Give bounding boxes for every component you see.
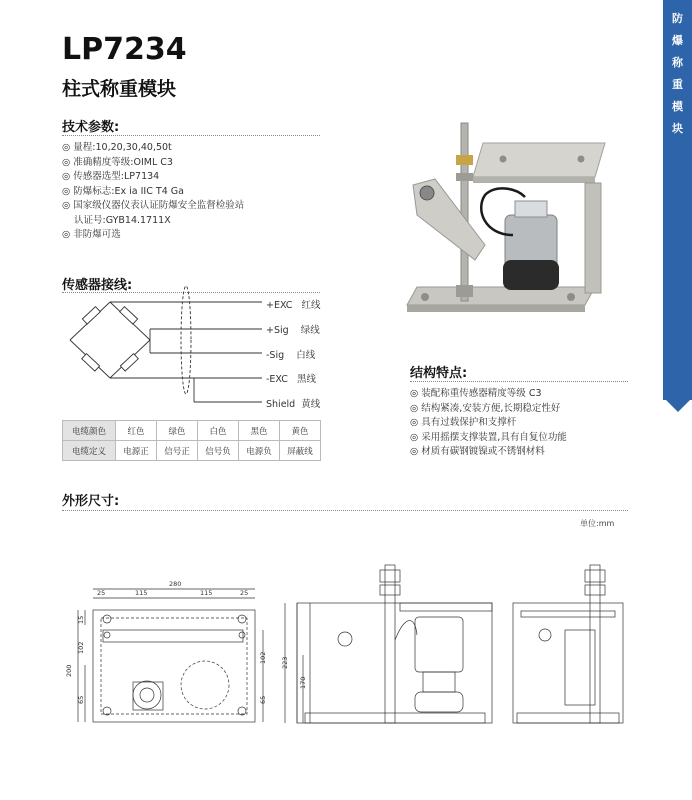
dim-label: 115 (135, 589, 148, 597)
wiring-heading: 传感器接线: (62, 278, 133, 293)
dim-label: 102 (77, 641, 85, 654)
support-rod (461, 123, 468, 301)
dim-label: 65 (77, 695, 85, 704)
unit-label: 单位:mm (580, 519, 615, 528)
dimension-drawings (55, 535, 640, 735)
tech-item: ◎ 国家级仪器仪表认证防爆安全监督检验站 (62, 200, 245, 211)
side-tab-char: 块 (672, 122, 683, 135)
dim-label: 25 (97, 589, 106, 597)
dim-label: 280 (169, 580, 182, 588)
wire-label-exc-neg (266, 371, 316, 385)
table-cell: 白色 (198, 421, 239, 441)
wire-signal: -Sig (266, 350, 285, 361)
dim-label: 25 (240, 589, 249, 597)
dim-label: 65 (259, 695, 267, 704)
wiring-diagram (62, 285, 272, 415)
tech-item: ◎ 传感器选型:LP7134 (62, 171, 160, 182)
table-row (63, 441, 321, 461)
table-head: 电缆定义 (63, 441, 116, 461)
dim-label: 170 (299, 676, 307, 689)
wire-color: 红线 (301, 300, 321, 311)
tech-item: ◎ 准确精度等级:OIML C3 (62, 156, 173, 168)
top-view-outline (93, 610, 255, 722)
table-cell: 黑色 (239, 421, 280, 441)
feature-item: ◎ 装配称重传感器精度等级 C3 (410, 388, 542, 399)
wire-color: 绿线 (300, 325, 320, 336)
wire-signal: Shield (266, 399, 296, 410)
side-bracket (585, 183, 601, 293)
dimensions-heading: 外形尺寸: (62, 494, 120, 509)
table-cell: 电源负 (239, 441, 280, 461)
product-model: LP7234 (62, 32, 187, 67)
table-cell: 信号负 (198, 441, 239, 461)
tech-params-heading: 技术参数: (62, 120, 120, 135)
table-cell: 红色 (116, 421, 157, 441)
feature-item: ◎ 具有过载保护和支撑杆 (410, 417, 517, 428)
wire-signal: +Sig (266, 325, 289, 336)
feature-item: ◎ 采用摇摆支撑装置,具有自复位功能 (410, 431, 567, 443)
table-cell: 绿色 (157, 421, 198, 441)
tech-item: 认证号:GYB14.1711X (74, 214, 171, 226)
cable-table (62, 420, 321, 461)
wire-color: 白线 (296, 350, 316, 361)
side-tab-char: 称 (672, 56, 683, 69)
divider (410, 381, 628, 382)
side-tab-label (663, 8, 692, 140)
divider (62, 135, 320, 136)
load-cell (503, 260, 559, 290)
table-cell: 信号正 (157, 441, 198, 461)
wire-signal: +EXC (266, 300, 293, 311)
wire-signal: -EXC (266, 374, 288, 385)
features-list (410, 387, 567, 460)
wire-label-shield (266, 396, 320, 410)
tech-item: ◎ 防爆标志:Ex ia IIC T4 Ga (62, 185, 184, 197)
wire-label-exc-pos (266, 297, 321, 311)
table-cell: 电源正 (116, 441, 157, 461)
dim-label: 223 (281, 656, 289, 669)
table-cell: 黄色 (280, 421, 321, 441)
side-tab-char: 重 (672, 78, 683, 91)
tech-item: ◎ 非防爆可选 (62, 229, 121, 240)
tech-item: ◎ 量程:10,20,30,40,50t (62, 142, 172, 153)
top-plate (473, 143, 605, 177)
feature-item: ◎ 材质有碳钢镀镍或不锈钢材料 (410, 446, 545, 457)
side-tab-char: 模 (672, 100, 683, 113)
side-tab-char: 防 (672, 12, 683, 25)
feature-item: ◎ 结构紧凑,安装方便,长期稳定性好 (410, 402, 561, 414)
wire-label-sig-pos (266, 322, 320, 336)
dim-label: 15 (77, 615, 85, 624)
dim-label: 102 (259, 651, 267, 664)
divider (62, 510, 628, 511)
tech-params-list (62, 141, 244, 243)
side-tab-arrow (664, 398, 692, 412)
table-cell: 屏蔽线 (280, 441, 321, 461)
wire-color: 黑线 (296, 374, 316, 385)
side-tab-char: 爆 (672, 34, 683, 47)
dim-label: 200 (65, 664, 73, 677)
base-plate (407, 305, 585, 312)
product-photo (395, 115, 620, 330)
table-head: 电缆颜色 (63, 421, 116, 441)
wire-label-sig-neg (266, 347, 315, 361)
dim-label: 115 (200, 589, 213, 597)
table-row (63, 421, 321, 441)
product-subtitle: 柱式称重模块 (62, 78, 177, 100)
features-heading: 结构特点: (410, 366, 468, 381)
wire-color: 黄线 (301, 399, 321, 410)
